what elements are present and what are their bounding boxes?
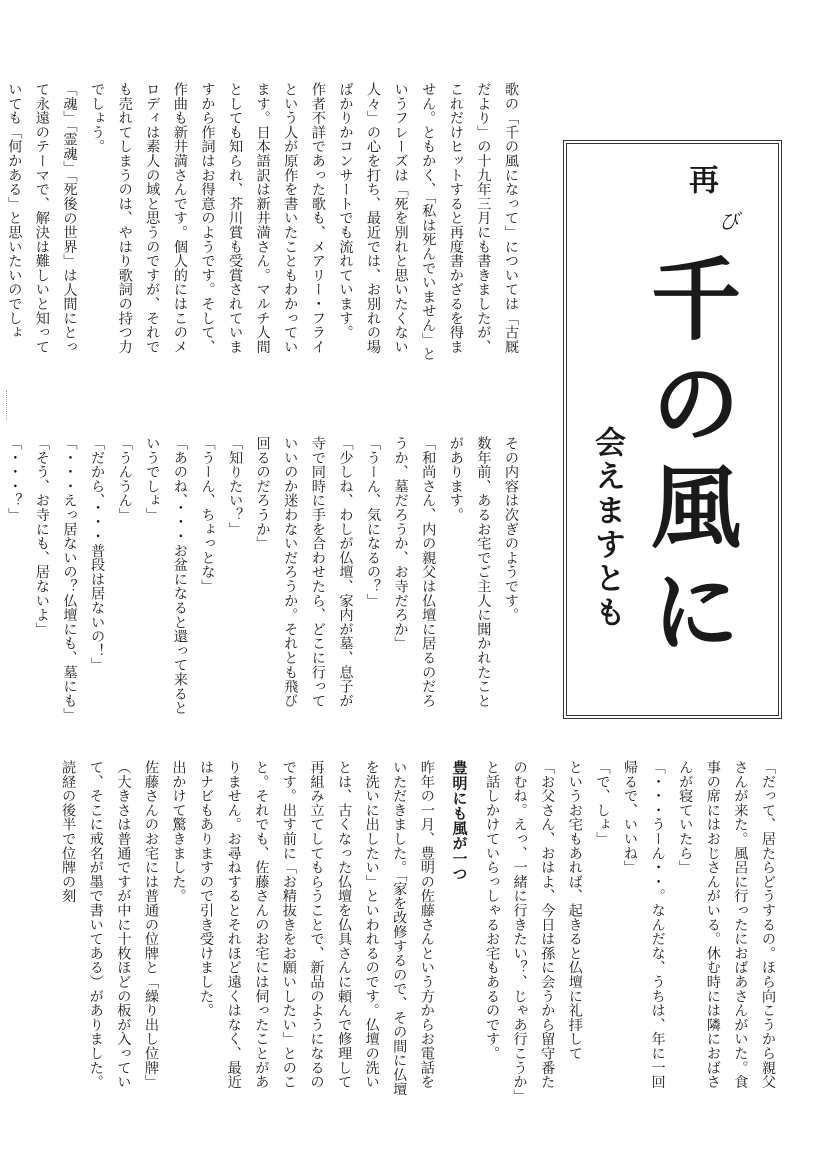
dialogue-line: 「だって、居たらどうするの。ほら向こうから親父さんが来た。風呂に行ったにおばあさんがいた。食事の席にはおじさんがいる。休む時には隣におばさんが寝ていたら」 — [677, 760, 776, 1089]
section2-paragraph-3: 佐藤さんのお宅には普通の位牌と「繰り出し位牌」（大きさは普通ですが中に十枚ほどの板が入っていて、そこに戒名が墨で書いてある）がありました。読経の後半で位牌の刻 — [60, 760, 159, 1089]
intro-paragraph-2: 作者不詳であった歌も、メアリー・フライという人が原作を書いたこともわかっています。日本語訳は新井満さん。マルチ人間としても知られ、芥川賞も受賞されていますから作詞はお得意のようです。そして、作曲も新井満さんです。個人的にはこのメロディは素人の域と思うのですが、それでも売れてしまうのは、やはり歌詞の持つ力でしょう。 — [89, 82, 326, 354]
title-main: 千の風に — [635, 252, 741, 668]
dialogue-line: 「だから、・・・普段は居ないの！」 — [89, 436, 106, 672]
intro-paragraph-1: 歌の「千の風になって」については「古厩だより」の十九年三月にも書きましたが、これだけヒットすると再度書かざるを得ません。ともかく、「私は死んでいません」というフレーズは「死を別れと思いたくない人々」の心を打ち、最近では、お別れの場ばかりかコンサートでも流れています。 — [337, 82, 519, 361]
title-box — [563, 140, 782, 719]
section2-heading: 豊明にも風が一つ — [450, 760, 469, 881]
scan-artifact — [6, 390, 13, 420]
title-sub: 会えますとも — [589, 426, 625, 630]
dialogue-line: 「あのね、・・・お盆になると還って来るというでしょ」 — [144, 436, 188, 715]
dialogue-line: 「・・・うーん・・。なんだな、うちは、年に一回帰るで、いいね」 — [622, 760, 666, 1089]
dialogue-line: 「和尚さん、内の親父は仏壇に居るのだろうか、墓だろうか、お寺だろか」 — [392, 436, 437, 708]
title-sai: 再 — [683, 164, 718, 194]
dialogue-line: 「うーん、ちょっとな」 — [199, 436, 216, 594]
dialogue-block-upper — [0, 436, 524, 721]
dialogue-line: 「お父さん、おはよ、今日は孫に会うから留守番たのむね。えっ、一緒に行きたい？、じゃあ行こうか」 — [511, 760, 556, 1104]
dialogue-line: 「うんうん」 — [116, 436, 133, 522]
dialogue-line: と話しかけていらっしゃるお宅もあるのです。 — [484, 760, 501, 1061]
dialogue-line: 「・・・えっ居ないの？仏壇にも、墓にも」 — [61, 436, 78, 722]
dialogue-line: 「うーん、気になるの？」 — [365, 436, 382, 608]
dialogue-line: 「・・・？」 — [6, 436, 23, 522]
intro-text-block — [0, 82, 524, 367]
section2-paragraph-1: 昨年の一月、豊明の佐藤さんという方からお電話をいただきました。「家を改修するので、その間に仏壇を洗いに出したい」といわれるのです。仏壇の洗いとは、古くなった仏壇を仏具さんに頼んで修理して再組み立てしてもらうことで、新品のようになるのです。出す前に「お精抜きをお願いしたい」とのこと。それでも、佐藤さんのお宅には伺ったことがありません。お尋ねするとそれほど遠くはなく、最近はナビもありますので引き受けました。 — [198, 760, 435, 1097]
intro-paragraph-3: 「魂」「霊魂」「死後の世界」は人間にとって永遠のテーマで、解決は難しいと知っていても「何かある」と思いたいのでしょ — [6, 82, 78, 354]
lower-text-block — [54, 760, 781, 1104]
dialogue-line: その内容は次ぎのようです。 — [503, 436, 519, 622]
dialogue-line: 「知りたい？」 — [227, 436, 244, 537]
dialogue-line: というお宅もあれば、起きると仏壇に礼拝して — [566, 760, 583, 1061]
dialogue-line: 「少しね、わしが仏壇、家内が墓、息子が寺で同時に手を合わせたら、どこに行っていいのか迷わないだろうか。それとも飛び回るのだろうか」 — [254, 436, 354, 708]
section2-paragraph-2: 出かけて驚きました。 — [170, 760, 187, 903]
dialogue-line: 「そう、お寺にも、居ないよ」 — [33, 436, 50, 637]
title-bi: び — [716, 210, 740, 231]
dialogue-line: 「で、しょ」 — [594, 760, 611, 846]
dialogue-line: 数年前、あるお宅でご主人に聞かれたことがあります。 — [447, 436, 492, 708]
